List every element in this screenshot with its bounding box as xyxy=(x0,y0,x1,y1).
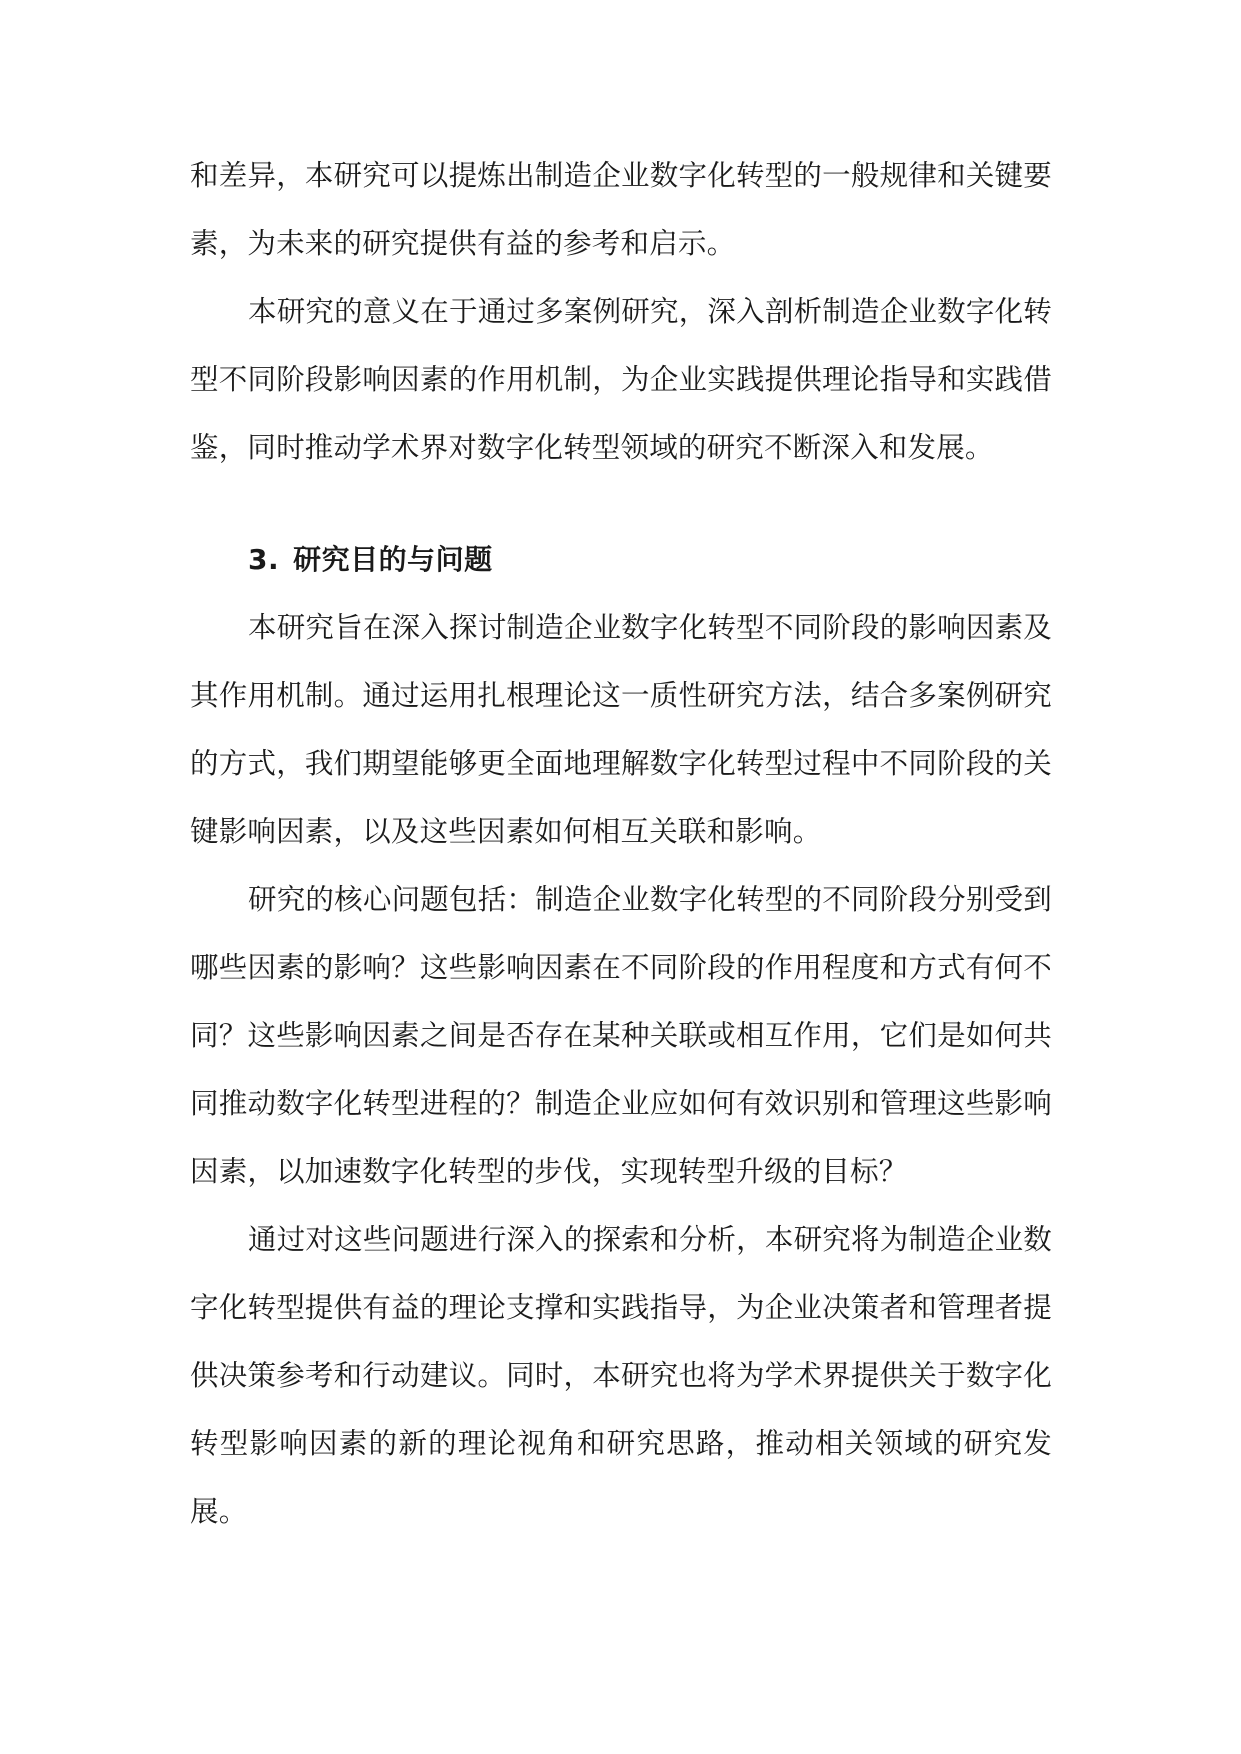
section-number: 3. xyxy=(248,543,280,576)
section-title: 研究目的与问题 xyxy=(293,543,493,576)
paragraph-contribution: 通过对这些问题进行深入的探索和分析，本研究将为制造企业数字化转型提供有益的理论支撑和实践指导，为企业决策者和管理者提供决策参考和行动建议。同时，本研究也将为学术界提供关于数字化转型影响因素的新的理论视角和研究思路，推动相关领域的研究发展。 xyxy=(190,1223,1052,1528)
section-heading xyxy=(190,526,1052,594)
document-body xyxy=(190,142,1052,1546)
paragraph-continued: 和差异，本研究可以提炼出制造企业数字化转型的一般规律和关键要素，为未来的研究提供有益的参考和启示。 xyxy=(190,159,1052,260)
paragraph-purpose: 本研究旨在深入探讨制造企业数字化转型不同阶段的影响因素及其作用机制。通过运用扎根理论这一质性研究方法，结合多案例研究的方式，我们期望能够更全面地理解数字化转型过程中不同阶段的关键影响因素，以及这些因素如何相互关联和影响。 xyxy=(190,611,1052,848)
paragraph-core-questions: 研究的核心问题包括：制造企业数字化转型的不同阶段分别受到哪些因素的影响？这些影响因素在不同阶段的作用程度和方式有何不同？这些影响因素之间是否存在某种关联或相互作用，它们是如何共同推动数字化转型进程的？制造企业应如何有效识别和管理这些影响因素，以加速数字化转型的步伐，实现转型升级的目标？ xyxy=(190,883,1052,1188)
paragraph-significance: 本研究的意义在于通过多案例研究，深入剖析制造企业数字化转型不同阶段影响因素的作用机制，为企业实践提供理论指导和实践借鉴，同时推动学术界对数字化转型领域的研究不断深入和发展。 xyxy=(190,295,1052,464)
